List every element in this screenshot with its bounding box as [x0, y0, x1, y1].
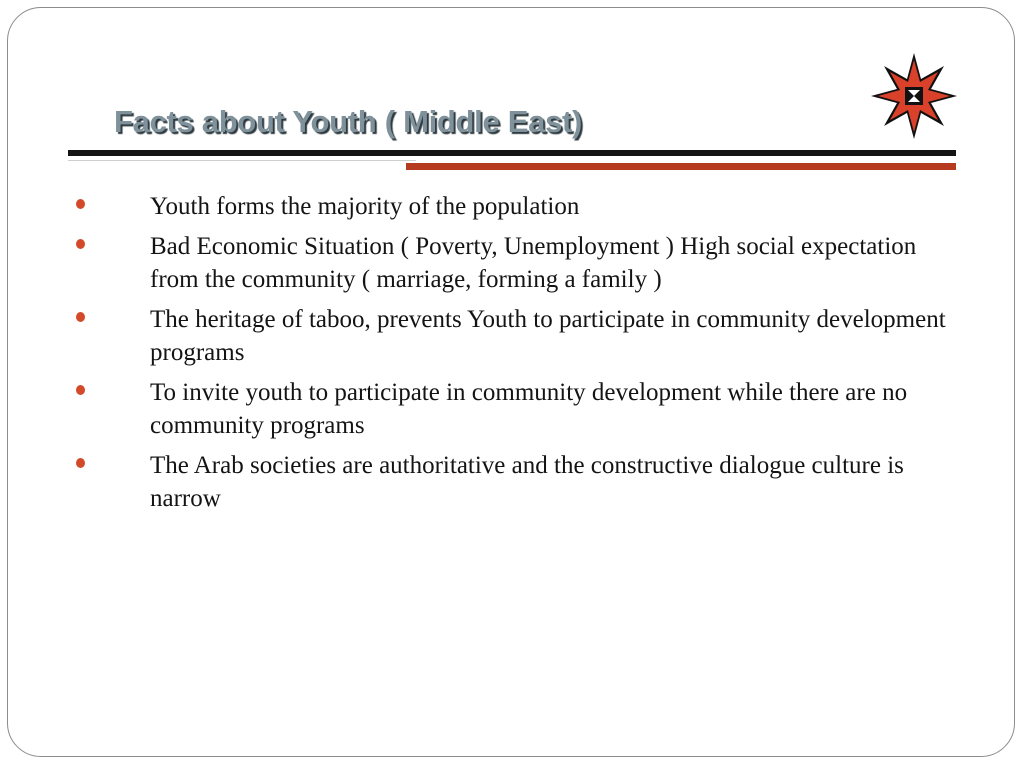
- star-emblem-icon: [870, 52, 958, 140]
- bullet-text: Youth forms the majority of the population: [150, 193, 580, 220]
- title-underline-black: [68, 150, 956, 156]
- star-center-square: [905, 87, 923, 105]
- bullet-item: [76, 376, 956, 442]
- bullet-text: The Arab societies are authoritative and the constructive dialogue culture is narrow: [150, 452, 904, 512]
- bullet-list: [76, 190, 956, 522]
- bullet-item: [76, 230, 956, 296]
- bullet-item: [76, 449, 956, 515]
- bullet-dot-icon: [76, 199, 85, 209]
- bullet-dot-icon: [76, 312, 85, 322]
- slide-title: Facts about Youth ( Middle East): [114, 104, 583, 139]
- bullet-text: To invite youth to participate in community development while there are no community programs: [150, 379, 908, 439]
- bullet-item: [76, 303, 956, 369]
- bullet-dot-icon: [76, 239, 85, 249]
- bullet-dot-icon: [76, 458, 85, 468]
- bullet-dot-icon: [76, 385, 85, 395]
- bullet-text: Bad Economic Situation ( Poverty, Unemployment ) High social expectation from the community ( marriage, forming a family ): [150, 233, 917, 293]
- title-underline-thin: [68, 160, 416, 161]
- bullet-text: The heritage of taboo, prevents Youth to participate in community development programs: [150, 306, 946, 366]
- title-underline-red: [406, 163, 956, 170]
- bullet-item: [76, 190, 956, 223]
